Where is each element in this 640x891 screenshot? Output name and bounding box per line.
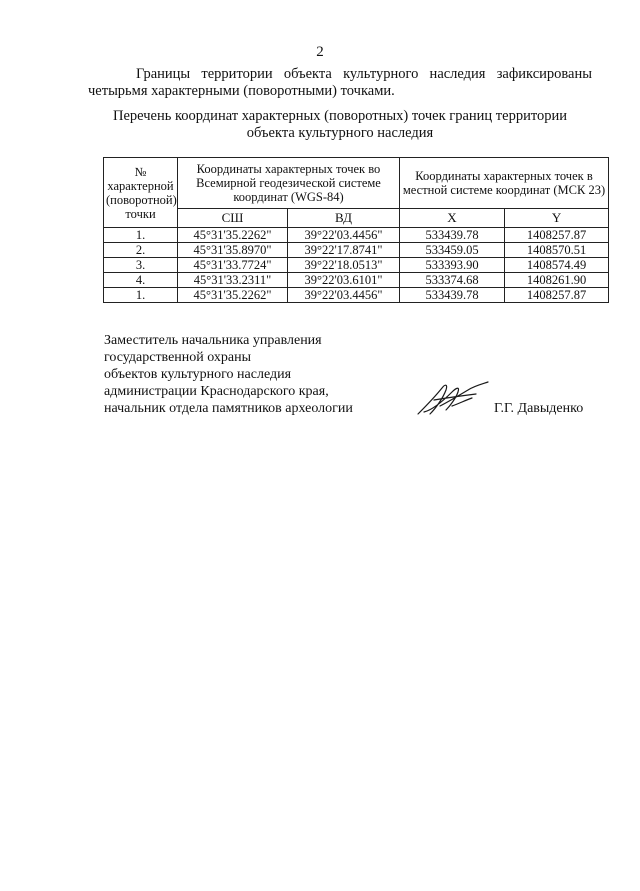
cell-point: 2. <box>104 243 178 258</box>
header-point-number: № характерной (поворотной) точки <box>104 158 178 228</box>
subheader-latitude: СШ <box>178 209 288 228</box>
subheader-longitude: ВД <box>288 209 400 228</box>
table-row <box>104 228 609 243</box>
cell-y: 1408570.51 <box>505 243 609 258</box>
cell-y: 1408257.87 <box>505 228 609 243</box>
header-local-coordinates: Координаты характерных точек в местной системе координат (МСК 23) <box>400 158 609 209</box>
cell-longitude: 39°22'03.4456" <box>288 228 400 243</box>
cell-y: 1408261.90 <box>505 273 609 288</box>
cell-latitude: 45°31'33.7724" <box>178 258 288 273</box>
cell-latitude: 45°31'35.8970" <box>178 243 288 258</box>
cell-longitude: 39°22'03.4456" <box>288 288 400 303</box>
cell-longitude: 39°22'18.0513" <box>288 258 400 273</box>
cell-longitude: 39°22'17.8741" <box>288 243 400 258</box>
signer-position-line: администрации Краснодарского края, <box>104 384 329 399</box>
cell-point: 1. <box>104 288 178 303</box>
handwritten-signature <box>412 376 492 420</box>
signer-position-line: объектов культурного наследия <box>104 367 292 382</box>
table-row <box>104 258 609 273</box>
header-wgs84-coordinates: Координаты характерных точек во Всемирной геодезической системе координат (WGS-84) <box>178 158 400 209</box>
subheader-y: Y <box>505 209 609 228</box>
signer-position-line: государственной охраны <box>104 350 252 365</box>
cell-x: 533374.68 <box>400 273 505 288</box>
table-row <box>104 273 609 288</box>
cell-x: 533439.78 <box>400 288 505 303</box>
cell-point: 3. <box>104 258 178 273</box>
signer-name: Г.Г. Давыденко <box>494 401 584 416</box>
cell-x: 533393.90 <box>400 258 505 273</box>
signer-position-line: начальник отдела памятников археологии <box>104 401 353 416</box>
cell-latitude: 45°31'33.2311" <box>178 273 288 288</box>
cell-longitude: 39°22'03.6101" <box>288 273 400 288</box>
table-row <box>104 288 609 303</box>
subheader-x: X <box>400 209 505 228</box>
cell-point: 1. <box>104 228 178 243</box>
page-number: 2 <box>316 44 324 60</box>
signer-position-block <box>104 332 384 417</box>
signer-position-line: Заместитель начальника управления <box>104 333 322 348</box>
coordinates-list-title: Перечень координат характерных (поворотных) точек границ территории объекта культурного наследия <box>112 108 568 141</box>
cell-y: 1408257.87 <box>505 288 609 303</box>
intro-paragraph: Границы территории объекта культурного наследия зафиксированы четырьмя характерными (поворотными) точками. <box>88 66 592 99</box>
table-row <box>104 243 609 258</box>
cell-latitude: 45°31'35.2262" <box>178 288 288 303</box>
cell-x: 533439.78 <box>400 228 505 243</box>
cell-latitude: 45°31'35.2262" <box>178 228 288 243</box>
cell-y: 1408574.49 <box>505 258 609 273</box>
coordinates-table <box>103 157 609 303</box>
cell-x: 533459.05 <box>400 243 505 258</box>
cell-point: 4. <box>104 273 178 288</box>
